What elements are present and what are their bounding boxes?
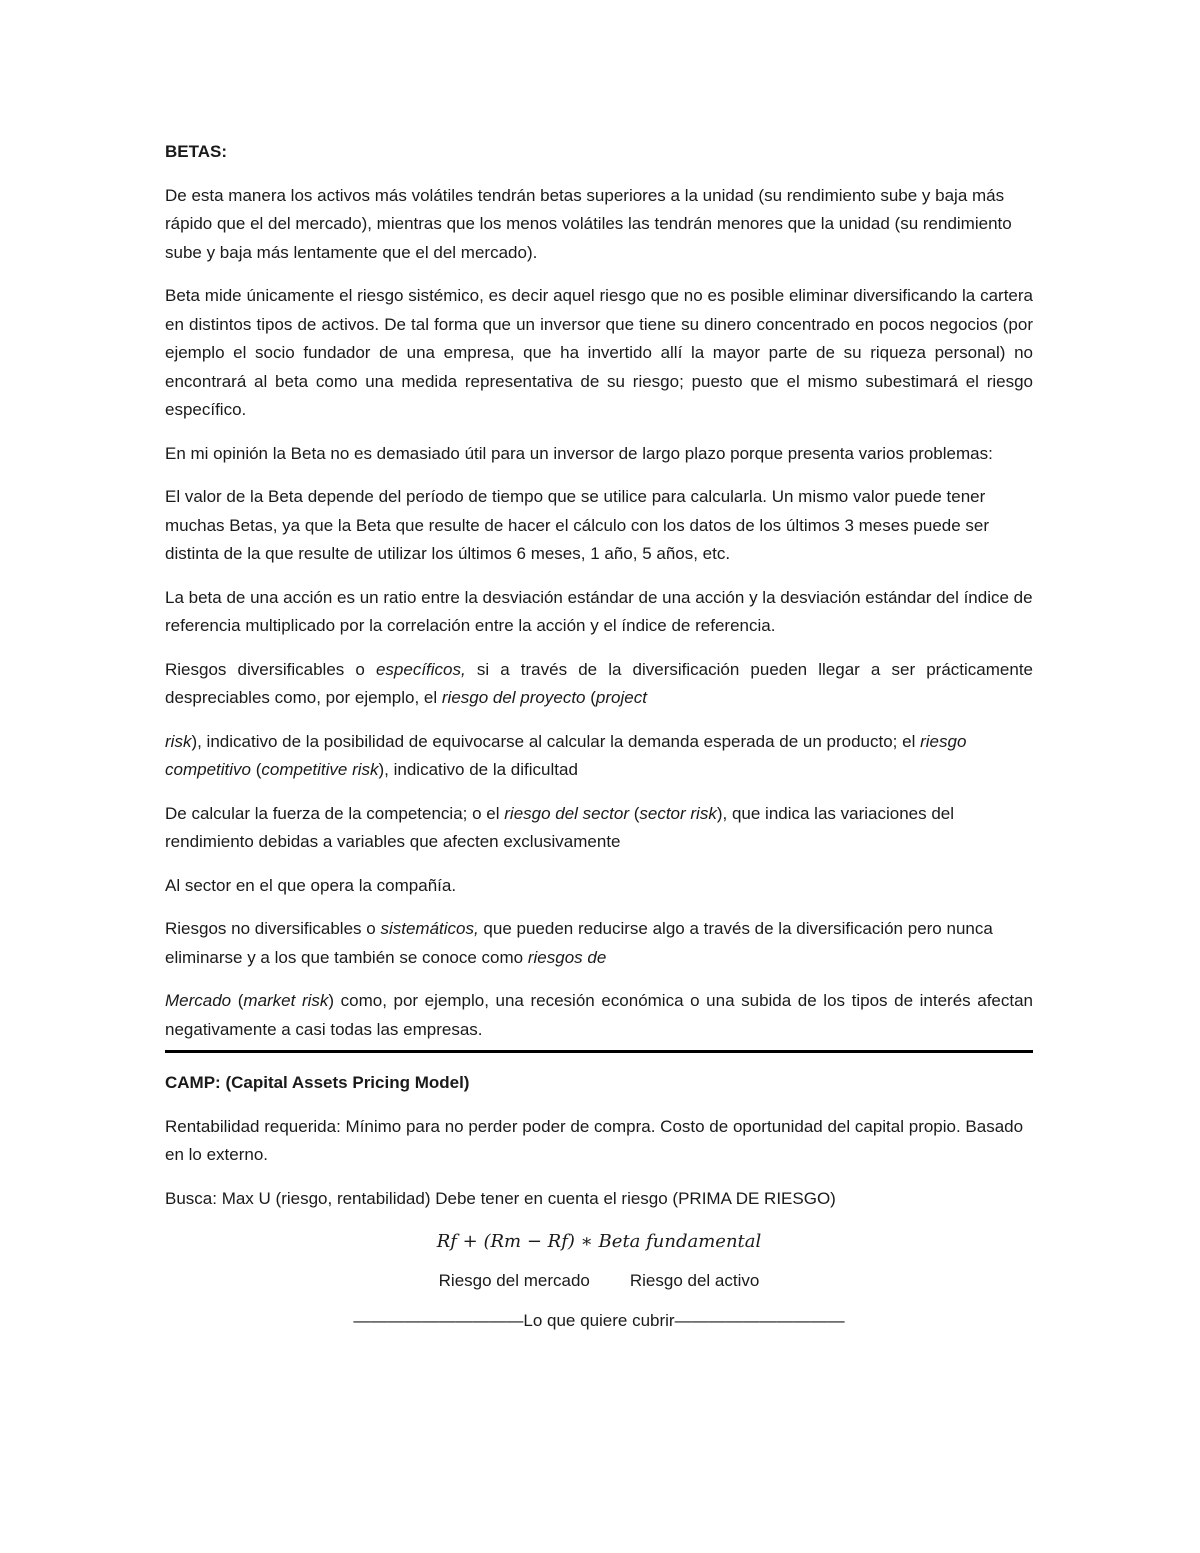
betas-paragraph-ratio: La beta de una acción es un ratio entre la desviación estándar de una acción y la desviación estándar del índice de referencia multiplicado por la correlación entre la acción y el índice de referencia. [165,587,1033,635]
betas-paragraph-sector-risk [165,800,1033,857]
betas-paragraph-sector: Al sector en el que opera la compañía. [165,875,457,895]
betas-paragraph-volatility: De esta manera los activos más volátiles tendrán betas superiores a la unidad (su rendimiento sube y baja más rápido que el del mercado), mientras que los menos volátiles las tendrán menores que la unidad (su rendimiento sube y baja más lentamente que el del mercado). [165,185,1012,262]
betas-paragraph-opinion: En mi opinión la Beta no es demasiado útil para un inversor de largo plazo porque presenta varios problemas: [165,443,993,463]
italic-term: Mercado [165,991,232,1010]
italic-term: sistemáticos, [380,919,479,938]
italic-term: project [595,688,647,707]
label-asset-risk: Riesgo del activo [629,1270,760,1290]
text-span: ( [585,688,596,707]
italic-term: risk [165,731,192,751]
text-span: ( [628,803,640,823]
betas-heading: BETAS: [165,142,228,161]
document-page [165,138,1033,1336]
italic-term: market risk [243,991,329,1010]
text-span: ), que indica las variaciones del rendimiento debidas a variables que afecten exclusivamente [165,803,955,851]
camp-paragraph-seeks: Busca: Max U (riesgo, rentabilidad) Debe tener en cuenta el riesgo (PRIMA DE RIESGO) [165,1188,836,1208]
text-span: ( [231,991,244,1010]
text-span: ( [250,760,262,779]
text-span: Riesgos diversificables o [165,659,376,679]
betas-paragraph-market-risk [165,987,1033,1044]
betas-paragraph-diversifiable-risks [165,656,1033,713]
italic-term: riesgos de [527,947,607,967]
capm-formula: Rf + (Rm − Rf) ∗ Beta fundamental [436,1231,762,1252]
betas-paragraph-non-diversifiable [165,915,1033,972]
italic-term: riesgo del sector [504,803,629,823]
betas-paragraph-period: El valor de la Beta depende del período de tiempo que se utilice para calcularla. Un mismo valor puede tener muchas Betas, ya que la Beta que resulte de hacer el cálculo con los datos de los últimos 3 meses puede ser distinta de la que resulte de utilizar los últimos 6 meses, 1 año, 5 años, etc. [165,487,990,563]
italic-term: sector risk [639,803,717,823]
text-span: ), indicativo de la dificultad [378,760,578,779]
text-span: De calcular la fuerza de la competencia; o el [165,803,505,823]
cover-line: ——————————Lo que quiere cubrir—————————— [353,1311,845,1330]
italic-term: específicos, [375,659,466,679]
text-span: Riesgos no diversificables o [165,919,381,938]
text-span: si a través de la diversificación pueden llegar a ser prácticamente despreciables como, por ejemplo, el [165,659,1033,707]
italic-term: competitive risk [261,760,379,779]
text-span: ), indicativo de la posibilidad de equivocarse al calcular la demanda esperada de un producto; el [191,731,921,751]
italic-term: riesgo del proyecto [441,688,586,707]
betas-paragraph-project-risk [165,728,1033,785]
risk-labels [165,1267,1033,1296]
section-divider [165,1050,1033,1053]
camp-heading: CAMP: (Capital Assets Pricing Model) [165,1073,470,1092]
label-market-risk: Riesgo del mercado [438,1270,590,1290]
italic-term: riesgo competitivo [165,731,967,779]
camp-paragraph-required-return: Rentabilidad requerida: Mínimo para no perder poder de compra. Costo de oportunidad del capital propio. Basado en lo externo. [165,1116,1024,1164]
text-span: ) como, por ejemplo, una recesión económica o una subida de los tipos de interés afectan negativamente a casi todas las empresas. [165,991,1033,1039]
text-span: que pueden reducirse algo a través de la diversificación pero nunca eliminarse y a los que también se conoce como [165,919,993,967]
betas-paragraph-systemic-risk: Beta mide únicamente el riesgo sistémico, es decir aquel riesgo que no es posible eliminar diversificando la cartera en distintos tipos de activos. De tal forma que un inversor que tiene su dinero concentrado en pocos negocios (por ejemplo el socio fundador de una empresa, que ha invertido allí la mayor parte de su riqueza personal) no encontrará al beta como una medida representativa de su riesgo; puesto que el mismo subestimará el riesgo específico. [165,286,1033,419]
